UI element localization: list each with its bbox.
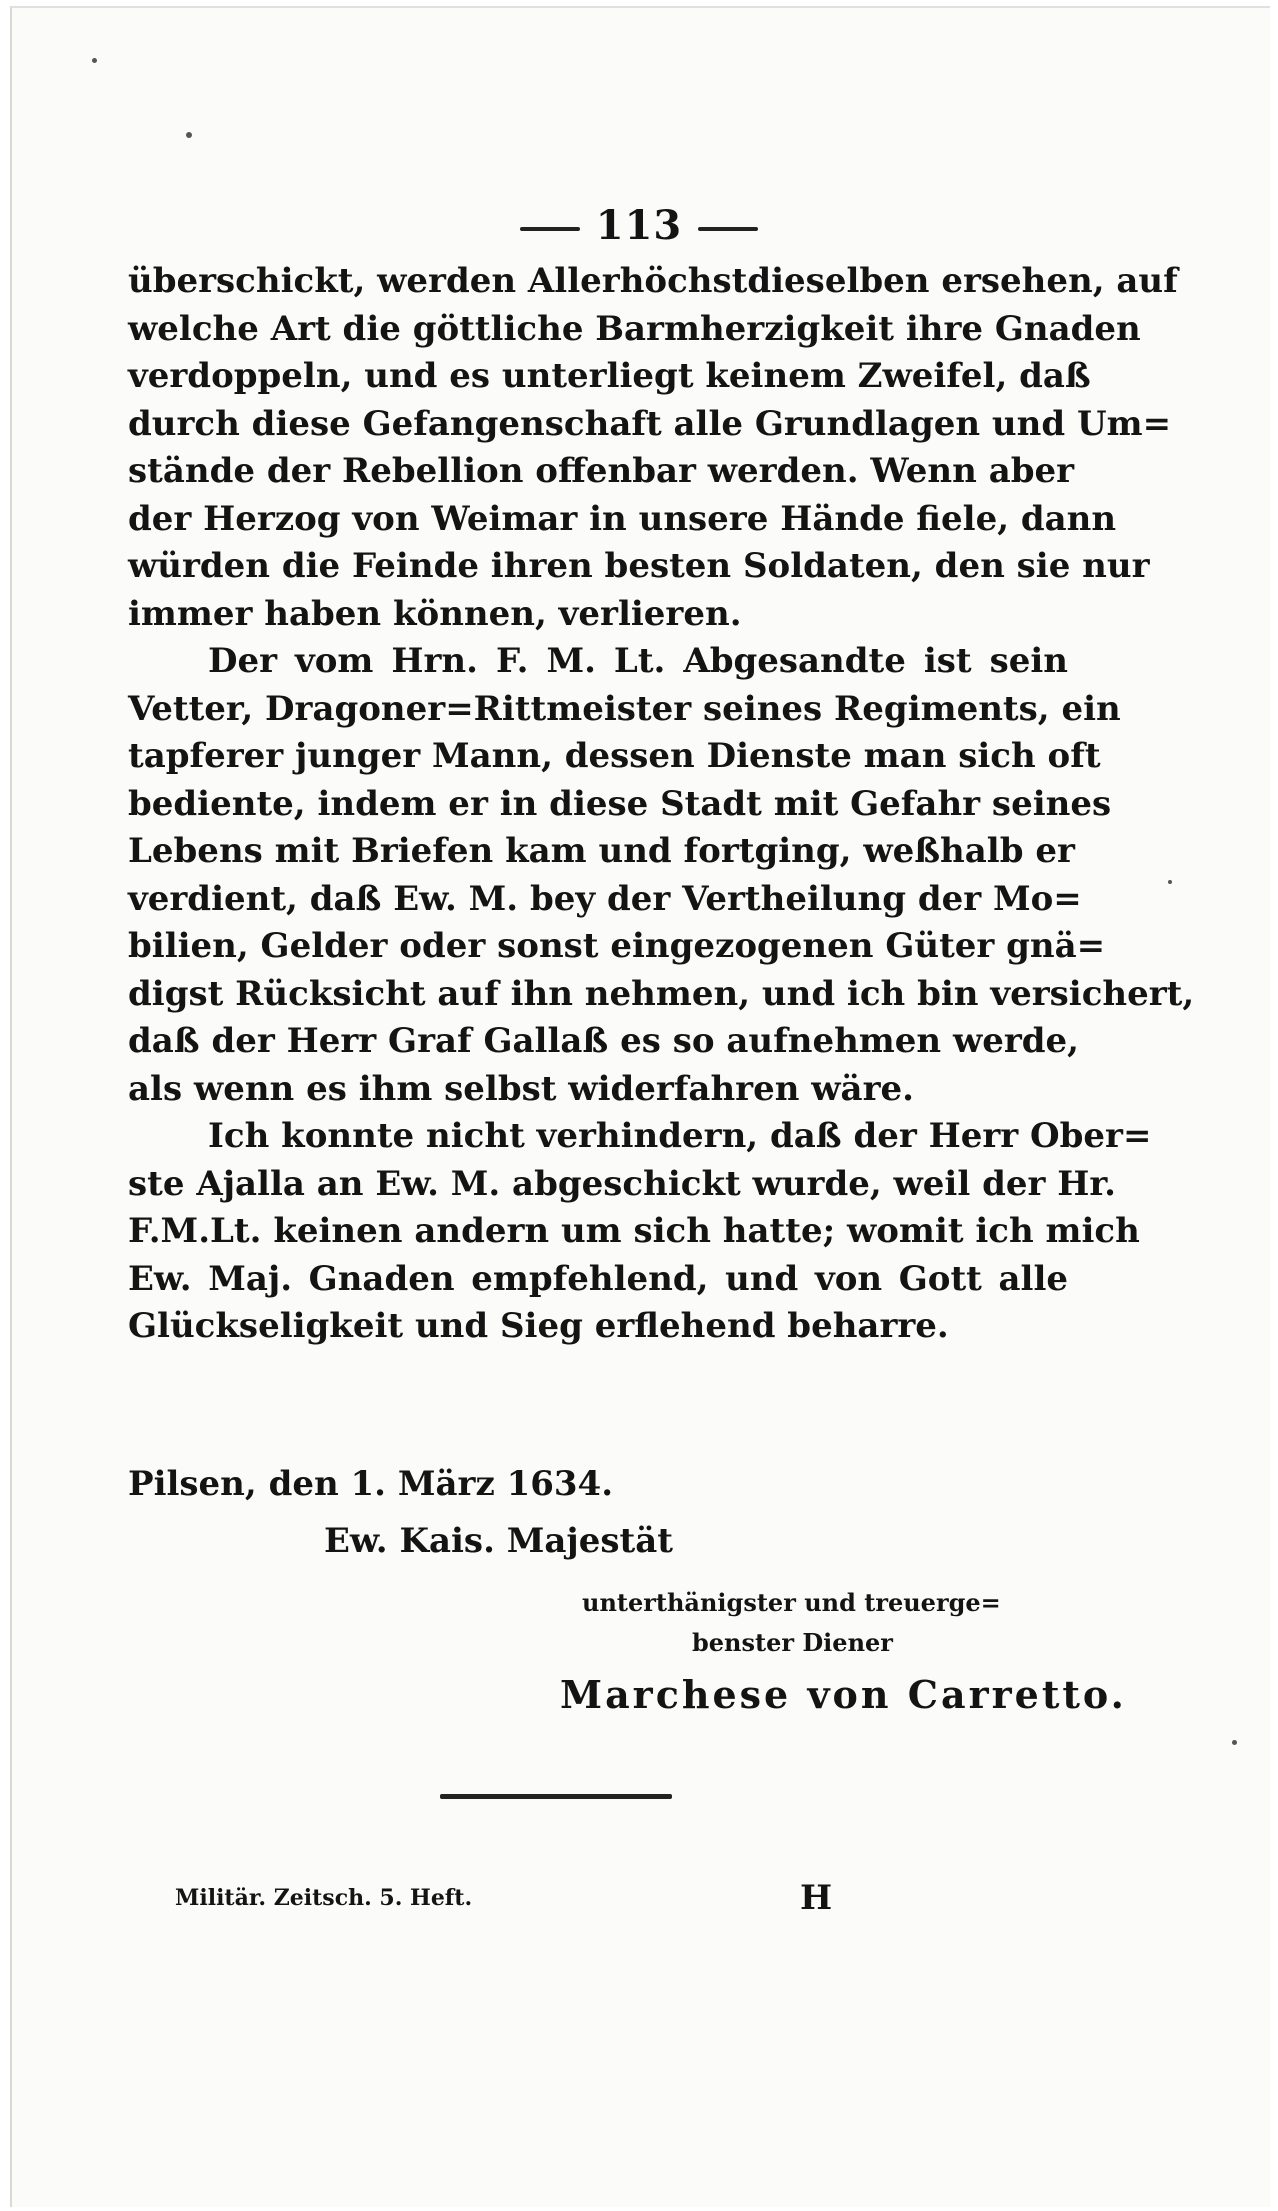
text-line: bediente, indem er in diese Stadt mit Gefahr seines (128, 783, 1112, 824)
scan-speck (1232, 1740, 1237, 1745)
text-line: Glückseligkeit und Sieg erflehend beharre. (128, 1306, 949, 1346)
text-line: verdoppeln, und es unterliegt keinem Zweifel, daß (128, 356, 1091, 396)
header-ornament-right (698, 227, 758, 231)
letter-body (128, 258, 1195, 1351)
text-line: daß der Herr Graf Gallaß es so aufnehmen werde, (128, 1021, 1080, 1061)
text-line: stände der Rebellion offenbar werden. Wenn aber (128, 451, 1075, 491)
text-line: digst Rücksicht auf ihn nehmen, und ich bin versichert, (128, 973, 1195, 1014)
closing-line: benster Diener (692, 1628, 893, 1657)
section-rule (440, 1794, 672, 1799)
text-line: durch diese Gefangenschaft alle Grundlagen und Um= (128, 403, 1172, 444)
text-line: Der vom Hrn. F. M. Lt. Abgesandte ist sein (208, 641, 1068, 681)
text-line: Vetter, Dragoner=Rittmeister seines Regiments, ein (128, 688, 1121, 729)
text-line: überschickt, werden Allerhöchstdieselben ersehen, auf (128, 261, 1178, 301)
closing-line: unterthänigster und treuerge= (582, 1588, 1001, 1617)
page-header (0, 202, 1278, 249)
text-line: tapferer junger Mann, dessen Dienste man sich oft (128, 736, 1101, 776)
signature-mark: H (800, 1878, 833, 1918)
signature: Marchese von Carretto. (560, 1672, 1127, 1717)
text-line: ste Ajalla an Ew. M. abgeschickt wurde, weil der Hr. (128, 1163, 1117, 1204)
salutation: Ew. Kais. Majestät (324, 1521, 673, 1561)
text-line: der Herzog von Weimar in unsere Hände fiele, dann (128, 498, 1117, 539)
text-line: F.M.Lt. keinen andern um sich hatte; womit ich mich (128, 1211, 1140, 1251)
footer-journal: Militär. Zeitsch. 5. Heft. (175, 1885, 473, 1911)
text-line: würden die Feinde ihren besten Soldaten, den sie nur (128, 546, 1150, 586)
place-date: Pilsen, den 1. März 1634. (128, 1464, 614, 1504)
text-line: als wenn es ihm selbst widerfahren wäre. (128, 1068, 914, 1109)
text-line: welche Art die göttliche Barmherzigkeit ihre Gnaden (128, 308, 1141, 349)
scan-speck (186, 132, 192, 138)
text-line: immer haben können, verlieren. (128, 593, 742, 634)
text-line: verdient, daß Ew. M. bey der Vertheilung der Mo= (128, 878, 1082, 919)
page-number: 113 (595, 202, 683, 249)
scan-speck (92, 58, 97, 63)
scan-speck (1168, 880, 1172, 884)
text-line: Lebens mit Briefen kam und fortging, weßhalb er (128, 831, 1075, 871)
text-line: bilien, Gelder oder sonst eingezogenen Güter gnä= (128, 926, 1106, 966)
header-ornament-left (520, 227, 580, 231)
text-line: Ich konnte nicht verhindern, daß der Herr Ober= (208, 1116, 1152, 1156)
text-line: Ew. Maj. Gnaden empfehlend, und von Gott alle (128, 1258, 1068, 1299)
